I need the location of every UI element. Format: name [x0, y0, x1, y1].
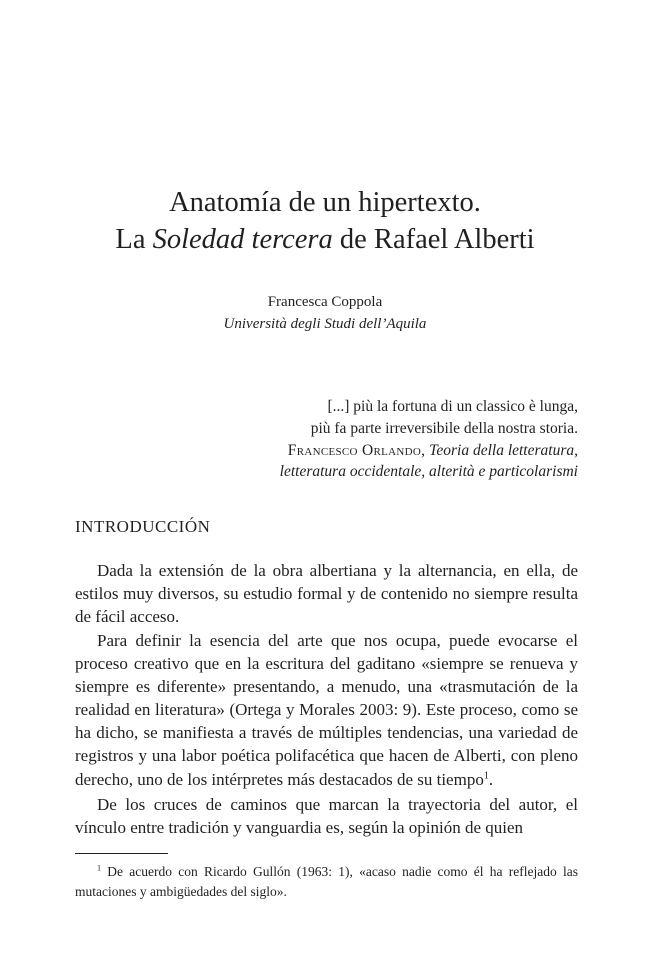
epigraph-attribution-author: Francesco Orlando,	[287, 442, 426, 459]
article-title-suffix: de Rafael Alberti	[332, 224, 535, 255]
body-paragraph-2	[75, 629, 578, 791]
author-name: Francesca Coppola	[267, 294, 383, 310]
paragraph-2-text: Para definir la esencia del arte que nos ocupa, puede evocarse el proceso creativo que en la escritura del gaditano «siempre se renueva y siempre es diferente» presentando, a menudo, una «trasmutación de la realidad en literatura» (Ortega y Morales 2003: 9). Este proceso, como se ha dicho, se manifiesta a través de múltiples tendencias, una variedad de registros y una labor poética polifacética que hacen de Alberti, con pleno derecho, uno de los intérpretes más destacados de su tiempo	[75, 631, 578, 789]
epigraph-attribution-work-continued: letteratura occidentale, alterità e particolarismi	[279, 463, 578, 480]
epigraph-attribution-work: Teoria della letteratura,	[429, 442, 578, 459]
article-title-prefix: La	[115, 224, 153, 255]
footnote-reference[interactable]: 1	[483, 769, 489, 781]
paragraph-text: Dada la extensión de la obra albertiana y la alternancia, en ella, de estilos muy diversos, su estudio formal y de contenido no siempre resulta de fácil acceso.	[75, 561, 578, 627]
paragraph-2-end: .	[488, 769, 494, 789]
footnote	[75, 862, 578, 902]
paragraph-text	[75, 629, 578, 791]
paragraph-text: De los cruces de caminos que marcan la trayectoria del autor, el vínculo entre tradición y vanguardia es, según la opinión de quien	[75, 795, 578, 838]
article-title-italic-work: Soledad tercera	[152, 224, 333, 255]
epigraph-attribution	[288, 440, 578, 461]
body-paragraph-1	[75, 559, 578, 628]
article-title-line2	[0, 222, 650, 258]
footnote-text-line	[75, 862, 578, 902]
epigraph-line1: [...] più la fortuna di un classico è lunga,	[327, 398, 578, 415]
footnote-text: De acuerdo con Ricardo Gullón (1963: 1), «acaso nadie como él ha reflejado las mutaciones y ambigüedades del siglo».	[75, 864, 578, 899]
section-heading: INTRODUCCIÓN	[75, 517, 211, 536]
footnote-marker: 1	[97, 863, 102, 873]
article-title-text: Anatomía de un hipertexto.	[169, 187, 481, 218]
epigraph-line2: più fa parte irreversibile della nostra storia.	[310, 420, 578, 437]
body-paragraph-3	[75, 793, 578, 839]
footnote-divider	[75, 853, 168, 854]
article-title-line1	[0, 185, 650, 221]
author-affiliation: Università degli Studi dell’Aquila	[223, 316, 427, 332]
